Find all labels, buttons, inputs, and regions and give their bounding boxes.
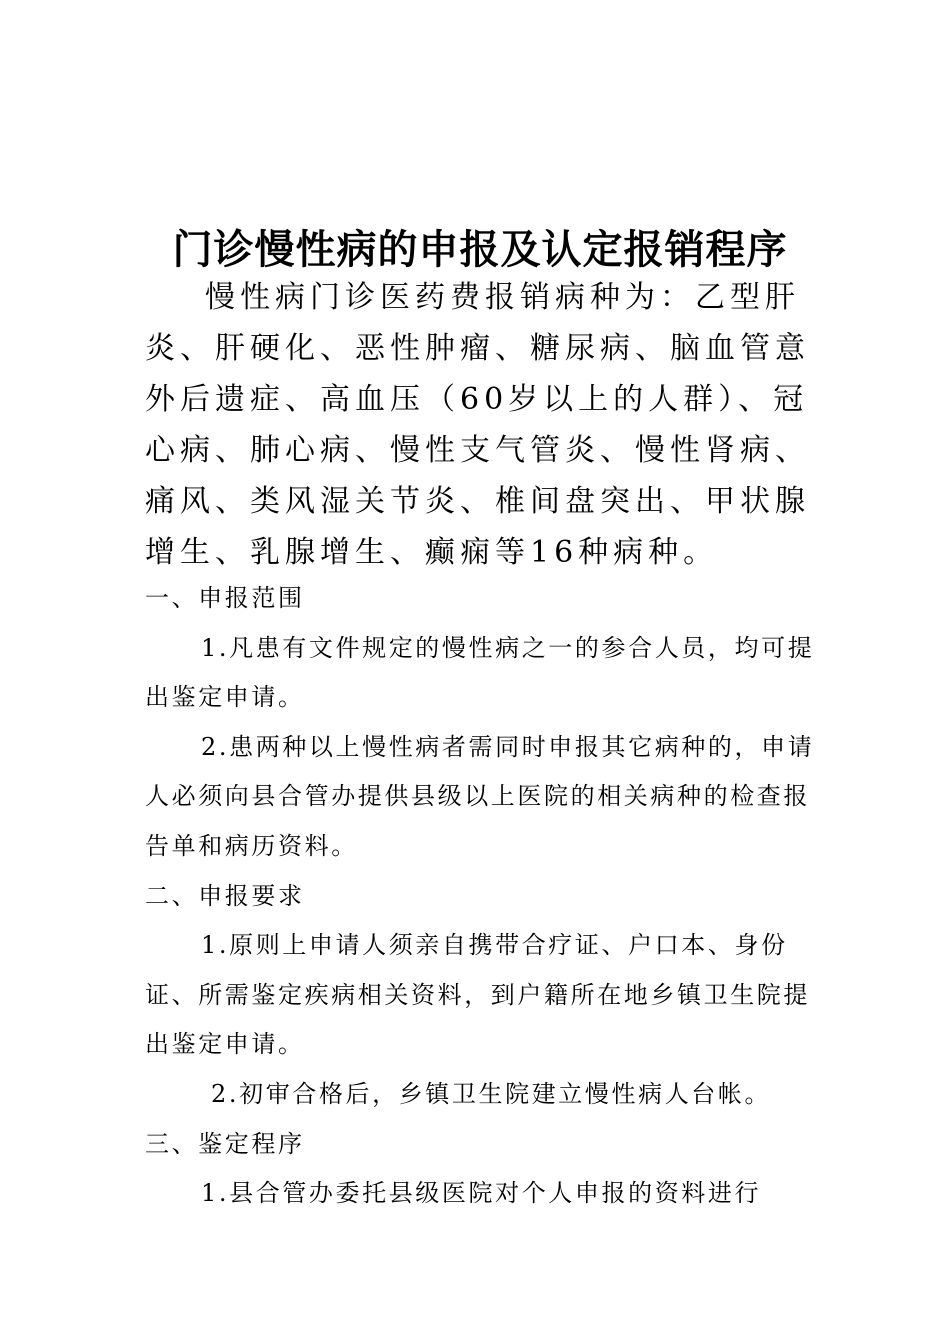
- procedure-item-1: 1.县合管办委托县级医院对个人申报的资料进行: [201, 1179, 762, 1208]
- scope-item-2: 2.患两种以上慢性病者需同时申报其它病种的，申请人必须向县合管办提供县级以上医院的相关病种的检查报告单和病历资料。: [145, 732, 815, 860]
- document-body: [145, 574, 825, 1219]
- section-heading-procedure: 三、鉴定程序: [145, 1129, 305, 1158]
- section-heading-requirements: 二、申报要求: [145, 881, 305, 910]
- section-heading-scope: 一、申报范围: [145, 584, 305, 612]
- document-title: 门诊慢性病的申报及认定报销程序: [172, 227, 788, 273]
- scope-item-1: 1.凡患有文件规定的慢性病之一的参合人员，均可提出鉴定申请。: [145, 633, 815, 712]
- requirements-item-1: 1.原则上申请人须亲自携带合疗证、户口本、身份证、所需鉴定疾病相关资料，到户籍所在地乡镇卫生院提出鉴定申请。: [145, 931, 810, 1059]
- intro-paragraph: 慢性病门诊医药费报销病种为：乙型肝炎、肝硬化、恶性肿瘤、糖尿病、脑血管意外后遗症、高血压（60岁以上的人群）、冠心病、肺心病、慢性支气管炎、慢性肾病、痛风、类风湿关节炎、椎间盘突出、甲状腺增生、乳腺增生、癫痫等16种病种。: [145, 280, 810, 570]
- requirements-item-2: 2.初审合格后，乡镇卫生院建立慢性病人台帐。: [211, 1079, 772, 1108]
